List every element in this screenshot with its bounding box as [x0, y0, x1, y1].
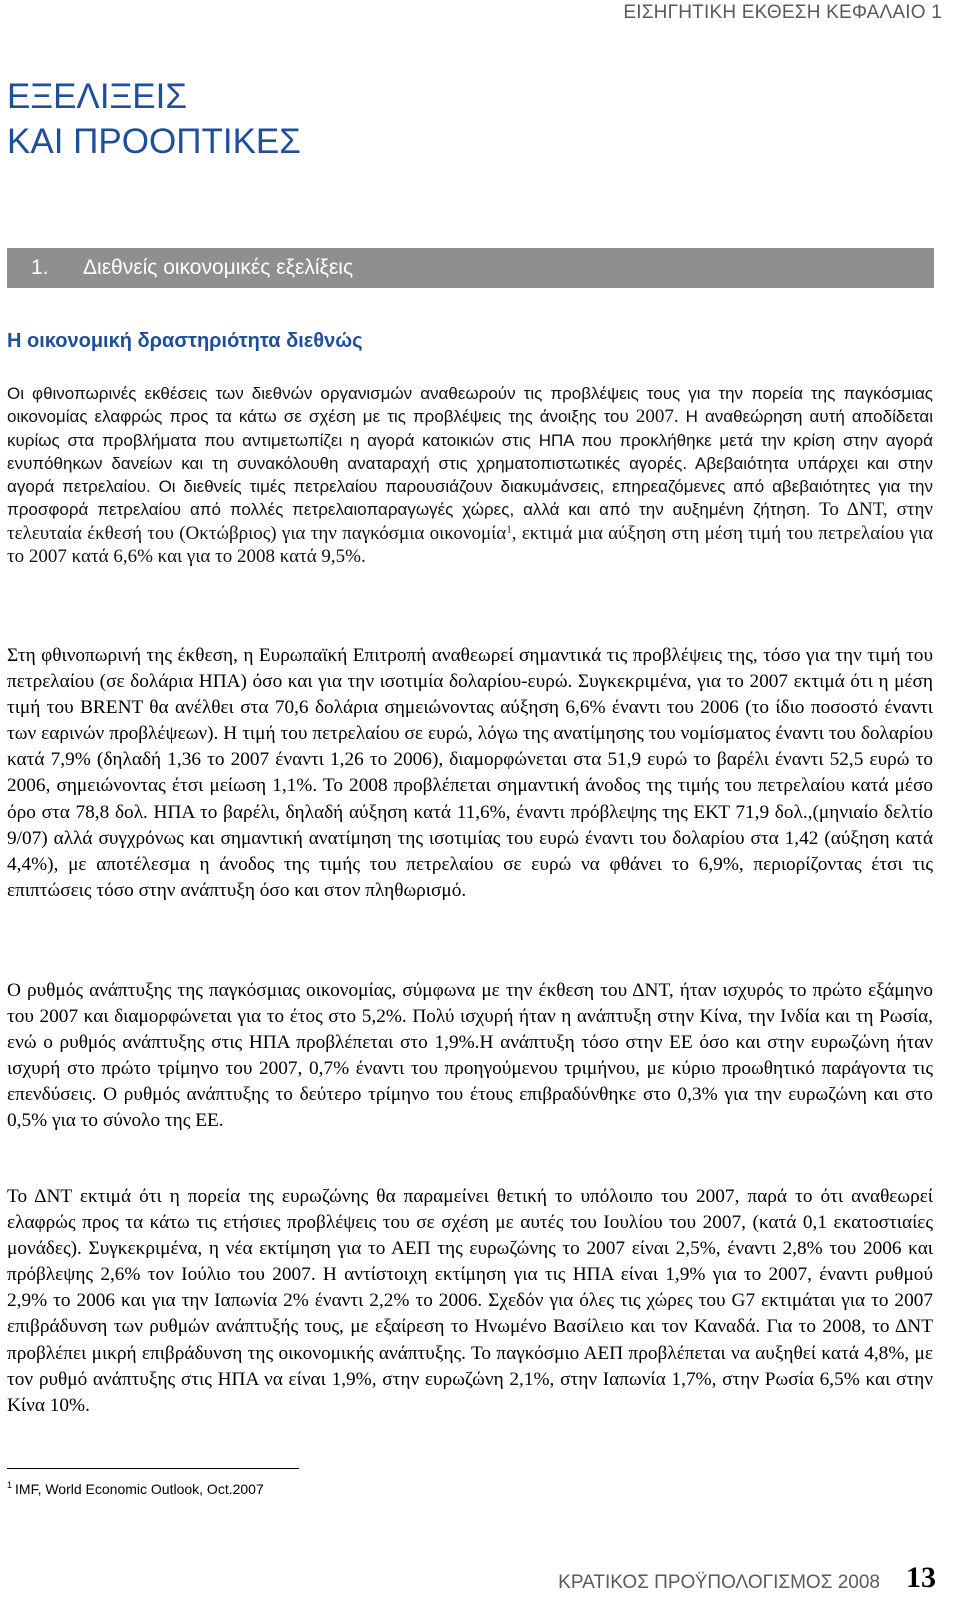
section-number: 1. [31, 256, 49, 279]
section-title: Διεθνείς οικονομικές εξελίξεις [83, 256, 354, 279]
footnote-separator [7, 1468, 299, 1469]
paragraph-1-sans-text: Οι φθινοπωρινές εκθέσεις των διεθνών οργανισμών αναθεωρούν τις προβλέψεις τους για την πορεία της παγκόσμιας οικονομίας ελαφρώς προς τα κάτω σε σχέση με τις προβλέψεις της άνοιξης του [7, 384, 933, 427]
section-heading-bar [7, 248, 934, 288]
paragraph-2: Στη φθινοπωρινή της έκθεση, η Ευρωπαϊκή Επιτροπή αναθεωρεί σημαντικά τις προβλέψεις της, τόσο για την τιμή του πετρελαίου (σε δολάρια ΗΠΑ) όσο και για την ισοτιμία δολαρίου-ευρώ. Συγκεκριμένα, για το 2007 εκτιμά ότι η μέση τιμή του BRENT θα ανέλθει στα 70,6 δολάρια σημειώνοντας αύξηση 6,6% έναντι του 2006 (το ίδιο ποσοστό έναντι των εαρινών προβλέψεων). Η τιμή του πετρελαίου σε ευρώ, λόγω της ανατίμησης του νομίσματος έναντι του δολαρίου κατά 7,9% (δηλαδή 1,36 το 2007 έναντι 1,26 το 2006), διαμορφώνεται στα 51,9 ευρώ το βαρέλι έναντι 52,5 ευρώ το 2006, σημειώνοντας έτσι μείωση 1,1%. Το 2008 προβλέπεται σημαντική άνοδος της τιμής του πετρελαίου κατά μέσο όρο στα 78,8 δολ. ΗΠΑ το βαρέλι, δηλαδή αύξηση κατά 11,6%, έναντι πρόβλεψης της ΕΚΤ 71,9 δολ.,(μηνιαίο δελτίο 9/07) αλλά συγχρόνως και σημαντική ανατίμηση της ισοτιμίας του ευρώ έναντι του δολαρίου στα 1,42 (αύξηση κατά 4,4%), με αποτέλεσμα η άνοδος της τιμής του πετρελαίου σε ευρώ να φθάνει το 6,9%, περιορίζοντας έτσι τις επιπτώσεις τόσο στην ανάπτυξη όσο και στον πληθωρισμό. [7, 645, 933, 901]
paragraph-1 [7, 382, 933, 568]
paragraph-1-year: 2007. [628, 406, 679, 428]
footnote [7, 1481, 264, 1497]
running-head: ΕΙΣΗΓΗΤΙΚΗ ΕΚΘΕΣΗ ΚΕΦΑΛΑΙΟ 1 [623, 2, 942, 23]
chapter-title [7, 74, 301, 164]
footnote-reference[interactable]: 1 [506, 523, 512, 536]
footnote-text: IMF, World Economic Outlook, Oct.2007 [15, 1481, 264, 1497]
page-number: 13 [906, 1561, 936, 1594]
paragraph-4: Το ΔΝΤ εκτιμά ότι η πορεία της ευρωζώνης θα παραμείνει θετική το υπόλοιπο του 2007, παρά το ότι αναθεωρεί ελαφρώς προς τα κάτω τις ετήσιες προβλέψεις του σε σχέση με αυτές του Ιουλίου του 2007, (κατά 0,1 εκατοστιαίες μονάδες). Συγκεκριμένα, η νέα εκτίμηση για το ΑΕΠ της ευρωζώνης το 2007 είναι 2,5%, έναντι 2,8% του 2006 και πρόβλεψης 2,6% τον Ιούλιο του 2007. Η αντίστοιχη εκτίμηση για τις ΗΠΑ είναι 1,9% για το 2007, έναντι ρυθμού 2,9% το 2006 και για την Ιαπωνία 2% έναντι 2,2% το 2006. Σχεδόν για όλες τις χώρες του G7 εκτιμάται για το 2007 επιβράδυνση των ρυθμών ανάπτυξής τους, με εξαίρεση το Ηνωμένο Βασίλειο και τον Καναδά. Για το 2008, το ΔΝΤ προβλέπει μικρή επιβράδυνση της οικονομικής ανάπτυξης. Το παγκόσμιο ΑΕΠ προβλέπεται να αυξηθεί κατά 4,8%, με τον ρυθμό ανάπτυξης στις ΗΠΑ να είναι 1,9%, στην ευρωζώνη 2,1%, στην Ιαπωνία 1,7%, στην Ρωσία 6,5% και στην Κίνα 10%. [7, 1186, 933, 1416]
footnote-marker: 1 [7, 1480, 13, 1491]
chapter-title-line-2: ΚΑΙ ΠΡΟΟΠΤΙΚΕΣ [7, 122, 301, 161]
paragraph-1-serif-text: Το ΔΝΤ, στην τελευταία έκθεσή του (Οκτώβριος) για την παγκόσμια οικονομία [7, 499, 933, 544]
subsection-title: Η οικονομική δραστηριότητα διεθνώς [7, 330, 363, 352]
chapter-title-line-1: ΕΞΕΛΙΞΕΙΣ [7, 77, 187, 116]
running-foot: ΚΡΑΤΙΚΟΣ ΠΡΟΫΠΟΛΟΓΙΣΜΟΣ 2008 [558, 1572, 880, 1593]
paragraph-3: Ο ρυθμός ανάπτυξης της παγκόσμιας οικονομίας, σύμφωνα με την έκθεση του ΔΝΤ, ήταν ισχυρός το πρώτο εξάμηνο του 2007 και διαμορφώνεται για το έτος στο 5,2%. Πολύ ισχυρή ήταν η ανάπτυξη στην Κίνα, την Ινδία και τη Ρωσία, ενώ ο ρυθμός ανάπτυξης στις ΗΠΑ προβλέπεται στο 1,9%.Η ανάπτυξη τόσο στην ΕΕ όσο και στην ευρωζώνη ήταν ισχυρή στο πρώτο τρίμηνο του 2007, 0,7% έναντι του προηγούμενου τριμήνου, με κύριο προωθητικό παράγοντα τις επενδύσεις. Ο ρυθμός ανάπτυξης το δεύτερο τρίμηνο του έτους επιβραδύνθηκε στο 0,3% για την ευρωζώνη και στο 0,5% για το σύνολο της ΕΕ. [7, 980, 933, 1132]
paragraph-1-sans-text-2: Η αναθεώρηση αυτή αποδίδεται κυρίως στα προβλήματα που αντιμετωπίζει η αγορά κατοικιών στις ΗΠΑ που προκλήθηκε μετά την κρίση στην αγορά ενυπόθηκων δανείων και τη συνακόλουθη αναταραχή στις χρηματοπιστωτικές αγορές. Αβεβαιότητα υπάρχει και στην αγορά πετρελαίου. Οι διεθνείς τιμές πετρελαίου παρουσιάζουν διακυμάνσεις, επηρεαζόμενες από αβεβαιότητες για την προσφορά πετρελαίου από πολλές πετρελαιοπαραγωγές χώρες, αλλά και από την αυξημένη ζήτηση. [7, 407, 933, 520]
paragraph-1-serif-tail: , εκτιμά μια αύξηση στη μέση τιμή του πετρελαίου για το 2007 κατά 6,6% και για το 2008 κατά 9,5%. [7, 522, 933, 568]
